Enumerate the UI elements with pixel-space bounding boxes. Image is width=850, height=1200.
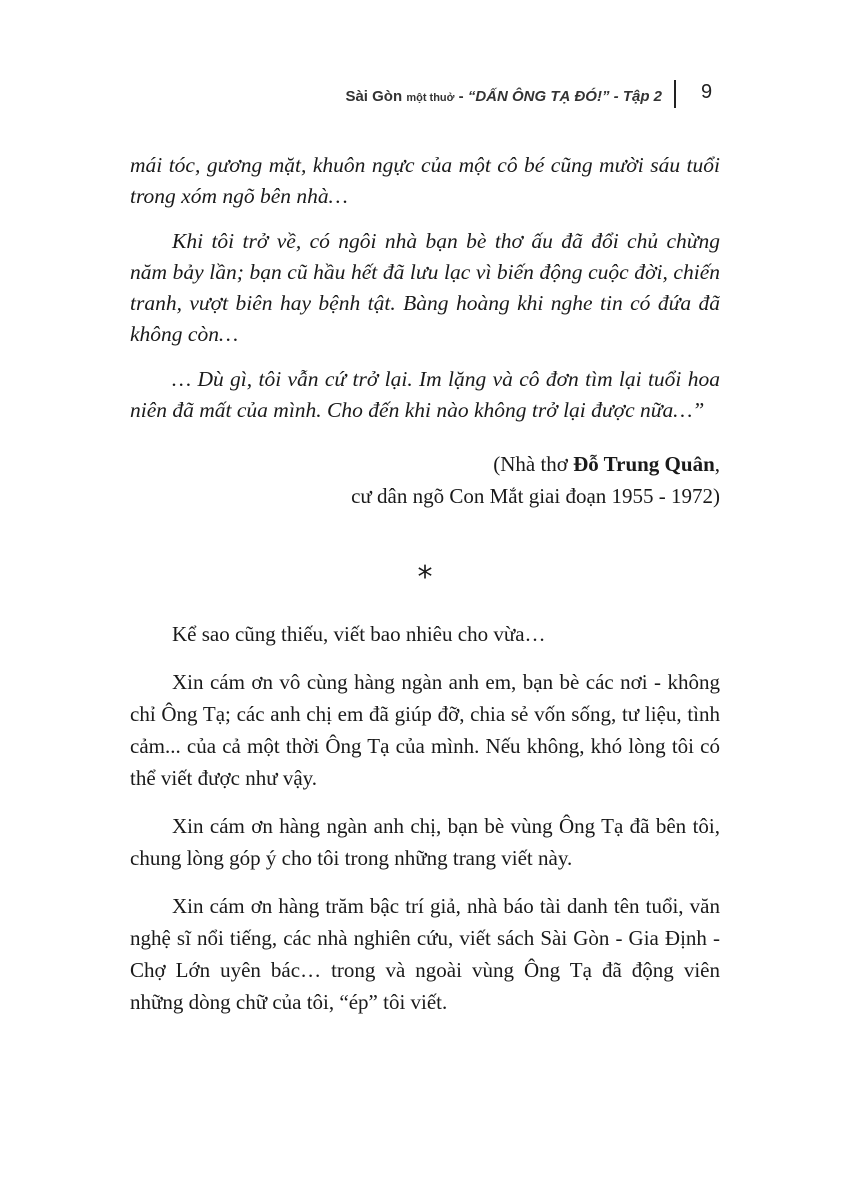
running-header xyxy=(0,80,850,116)
title-main: Sài Gòn xyxy=(345,88,403,105)
quote-paragraph-3: … Dù gì, tôi vẫn cứ trở lại. Im lặng và cô đơn tìm lại tuổi hoa niên đã mất của mình. Cho đến khi nào không trở lại được nữa…” xyxy=(130,367,720,422)
quote-paragraph-2: Khi tôi trở về, có ngôi nhà bạn bè thơ ấu đã đổi chủ chừng năm bảy lần; bạn cũ hầu hết đã lưu lạc vì biến động cuộc đời, chiến tranh, vượt biên hay bệnh tật. Bàng hoàng khi nghe tin có đứa đã không còn… xyxy=(130,229,720,346)
quote-block xyxy=(130,150,720,426)
attribution-prefix: (Nhà thơ xyxy=(493,452,574,476)
body-paragraph-1: Kể sao cũng thiếu, viết bao nhiêu cho vừa… xyxy=(172,622,546,646)
body-paragraph-3: Xin cám ơn hàng ngàn anh chị, bạn bè vùng Ông Tạ đã bên tôi, chung lòng góp ý cho tôi trong những trang viết này. xyxy=(130,814,720,870)
body-block xyxy=(130,618,720,1018)
quote-paragraph-1: mái tóc, gương mặt, khuôn ngực của một cô bé cũng mười sáu tuổi trong xóm ngõ bên nhà… xyxy=(130,153,720,208)
page-number: 9 xyxy=(701,81,713,103)
attribution-line-2: cư dân ngõ Con Mắt giai đoạn 1955 - 1972) xyxy=(351,484,720,508)
title-small: một thuở xyxy=(406,92,455,104)
body-paragraph-2: Xin cám ơn vô cùng hàng ngàn anh em, bạn bè các nơi - không chỉ Ông Tạ; các anh chị em đã giúp đỡ, chia sẻ vốn sống, tư liệu, tình cảm... của cả một thời Ông Tạ của mình. Nếu không, khó lòng tôi có thể viết được như vậy. xyxy=(130,670,720,790)
attribution xyxy=(351,448,720,512)
header-divider xyxy=(674,80,676,108)
running-title xyxy=(345,88,662,105)
attribution-line-1 xyxy=(351,448,720,480)
body-paragraph-4: Xin cám ơn hàng trăm bậc trí giả, nhà báo tài danh tên tuổi, văn nghệ sĩ nổi tiếng, các nhà nghiên cứu, viết sách Sài Gòn - Gia Định - Chợ Lớn uyên bác… trong và ngoài vùng Ông Tạ đã động viên những dòng chữ của tôi, “ép” tôi viết. xyxy=(130,894,720,1014)
title-sep: - xyxy=(454,88,468,105)
title-volume: - Tập 2 xyxy=(609,88,662,105)
attribution-suffix: , xyxy=(714,452,720,476)
poet-name: Đỗ Trung Quân xyxy=(573,452,715,476)
title-quote: “DẤN ÔNG TẠ ĐÓ!” xyxy=(467,88,610,105)
section-separator: * xyxy=(417,560,433,595)
